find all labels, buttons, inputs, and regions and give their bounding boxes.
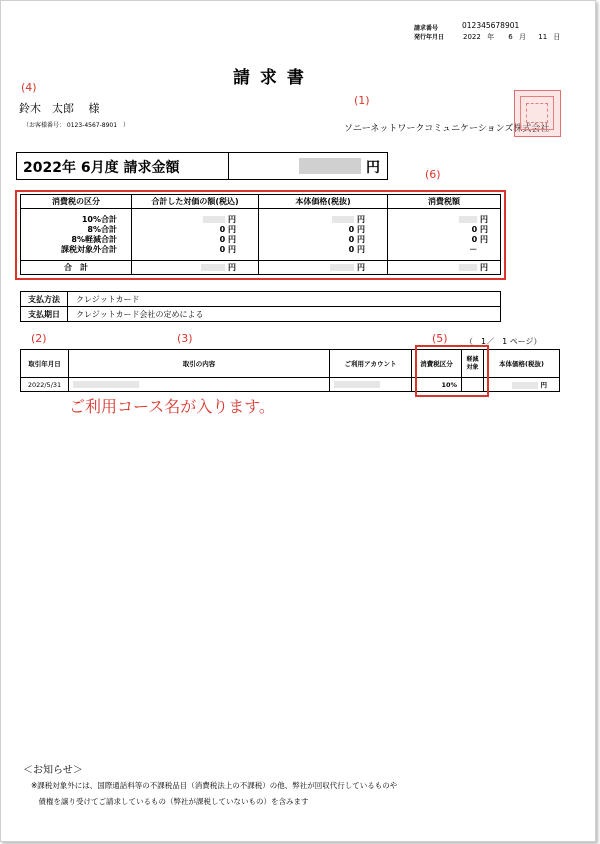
yen-unit: 円	[480, 263, 488, 272]
yen-unit: 円	[228, 234, 236, 244]
annotation-4: (4)	[21, 81, 37, 94]
transaction-tax-class: 10%	[412, 378, 462, 392]
notice-heading: ＜お知らせ＞	[23, 765, 83, 776]
transaction-description	[69, 378, 330, 392]
notice-line-1: ※課税対象外には、国際通話料等の不課税品目（消費税法上の不課税）の他、弊社が回収代行しているものや	[31, 781, 398, 790]
value: 0	[348, 234, 355, 244]
yen-unit: 円	[228, 214, 236, 224]
invoice-number-label: 請求番号	[414, 25, 439, 32]
annotation-3: (3)	[177, 332, 193, 345]
value: －	[469, 244, 478, 254]
issue-date: 2022 年 6 月 11 日	[463, 33, 561, 41]
notice-line-2: 債権を譲り受けてご請求しているもの（弊社が課税していないもの）を含みます	[31, 797, 309, 806]
yen-unit: 円	[357, 234, 365, 244]
payment-due-label: 支払期日	[21, 307, 68, 322]
payment-due-value: クレジットカード会社の定めによる	[68, 307, 501, 322]
table-row	[21, 307, 501, 322]
column-header: 消費税額	[388, 195, 501, 209]
yen-unit: 円	[357, 224, 365, 234]
yen-unit: 円	[357, 263, 365, 272]
document-title: 請 求 書	[233, 68, 306, 88]
annotation-1: (1)	[354, 94, 370, 107]
column-header: 本体価格(税抜)	[259, 195, 388, 209]
row-label: 課税対象外合計	[61, 244, 117, 254]
transaction-account	[330, 378, 412, 392]
yen-unit: 円	[540, 381, 547, 389]
row-label: 8%合計	[87, 224, 117, 234]
masked-amount	[299, 158, 361, 174]
annotation-5: (5)	[432, 332, 448, 345]
payment-method-label: 支払方法	[21, 292, 68, 307]
row-label: 8%軽減合計	[71, 234, 117, 244]
billing-amount-yen: 円	[366, 160, 380, 176]
payment-table	[20, 291, 501, 322]
issue-date-label: 発行年月日	[414, 34, 445, 41]
column-header: 取引年月日	[21, 350, 69, 378]
value: 0	[219, 224, 226, 234]
total-label: 合 計	[21, 261, 132, 275]
yen-unit: 円	[357, 244, 365, 254]
column-header: 消費税区分	[412, 350, 462, 378]
column-header: 本体価格(税抜)	[484, 350, 560, 378]
column-header: 合計した対価の額(税込)	[132, 195, 259, 209]
yen-unit: 円	[228, 244, 236, 254]
row-label: 10%合計	[81, 214, 117, 224]
highlight-box-6	[15, 190, 506, 280]
payment-method-value: クレジットカード	[68, 292, 501, 307]
column-header: 取引の内容	[69, 350, 330, 378]
column-header: 消費税の区分	[21, 195, 132, 209]
billing-amount-box	[16, 152, 388, 180]
course-name-note: ご利用コース名が入ります。	[69, 397, 275, 416]
invoice-number: 012345678901	[462, 21, 520, 30]
page-count: （ 1／ 1 ページ）	[465, 337, 542, 346]
company-name: ソニーネットワークコミュニケーションズ株式会社	[344, 124, 550, 134]
annotation-6: (6)	[425, 168, 441, 181]
column-header: 軽減対象	[462, 350, 484, 378]
annotation-2: (2)	[31, 332, 47, 345]
column-header: ご利用アカウント	[330, 350, 412, 378]
yen-unit: 円	[480, 234, 488, 244]
value: 0	[348, 224, 355, 234]
billing-amount-value	[229, 153, 387, 179]
value: 0	[219, 234, 226, 244]
company-seal-stamp	[514, 90, 561, 137]
value: 0	[348, 244, 355, 254]
highlight-box-5	[415, 345, 489, 397]
customer-name: 鈴木 太郎 様	[19, 102, 100, 115]
yen-unit: 円	[480, 224, 488, 234]
customer-number: （お客様番号： 0123-4567-8901 ）	[23, 122, 130, 129]
value: 0	[471, 224, 478, 234]
yen-unit: 円	[228, 224, 236, 234]
transaction-date: 2022/5/31	[21, 378, 69, 392]
table-row	[21, 292, 501, 307]
yen-unit: 円	[480, 214, 488, 224]
value: 0	[219, 244, 226, 254]
yen-unit: 円	[357, 214, 365, 224]
transaction-amount	[484, 378, 560, 392]
yen-unit: 円	[228, 263, 236, 272]
value: 0	[471, 234, 478, 244]
billing-amount-label: 2022年 6月度 請求金額	[17, 153, 229, 179]
